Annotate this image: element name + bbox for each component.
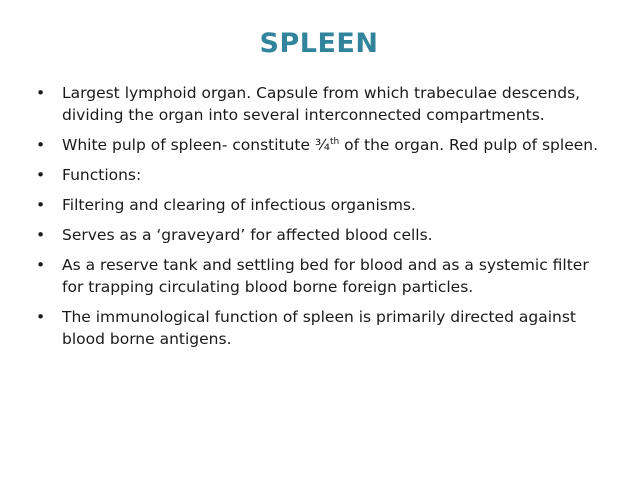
bullet-item-white-pulp [36, 134, 606, 156]
bullet-text-after: of the organ. Red pulp of spleen. [339, 136, 599, 154]
bullet-icon: • [36, 256, 46, 274]
bullet-superscript: th [330, 136, 340, 147]
bullet-text: As a reserve tank and settling bed for blood and as a systemic filter for trapping circulating blood borne foreign particles. [62, 256, 589, 296]
bullet-icon: • [36, 226, 46, 244]
bullet-text: Serves as a ‘graveyard’ for affected blood cells. [62, 226, 433, 244]
bullet-text-before: White pulp of spleen- constitute ¾ [62, 136, 330, 154]
bullet-text: Filtering and clearing of infectious organisms. [62, 196, 416, 214]
bullet-icon: • [36, 308, 46, 326]
bullet-text: The immunological function of spleen is primarily directed against blood borne antigens. [62, 308, 576, 348]
bullet-item-graveyard [36, 224, 606, 246]
bullet-icon: • [36, 196, 46, 214]
bullet-list [36, 82, 606, 358]
bullet-icon: • [36, 136, 46, 154]
bullet-item-functions [36, 164, 606, 186]
bullet-item-reserve-tank [36, 254, 606, 298]
slide-title: SPLEEN [259, 28, 379, 59]
bullet-icon: • [36, 166, 46, 184]
bullet-icon: • [36, 84, 46, 102]
bullet-text: Functions: [62, 166, 142, 184]
bullet-item-filtering [36, 194, 606, 216]
bullet-text: Largest lymphoid organ. Capsule from which trabeculae descends, dividing the organ into several interconnected compartments. [62, 84, 581, 124]
bullet-item-immunological [36, 306, 606, 350]
bullet-item-capsule [36, 82, 606, 126]
